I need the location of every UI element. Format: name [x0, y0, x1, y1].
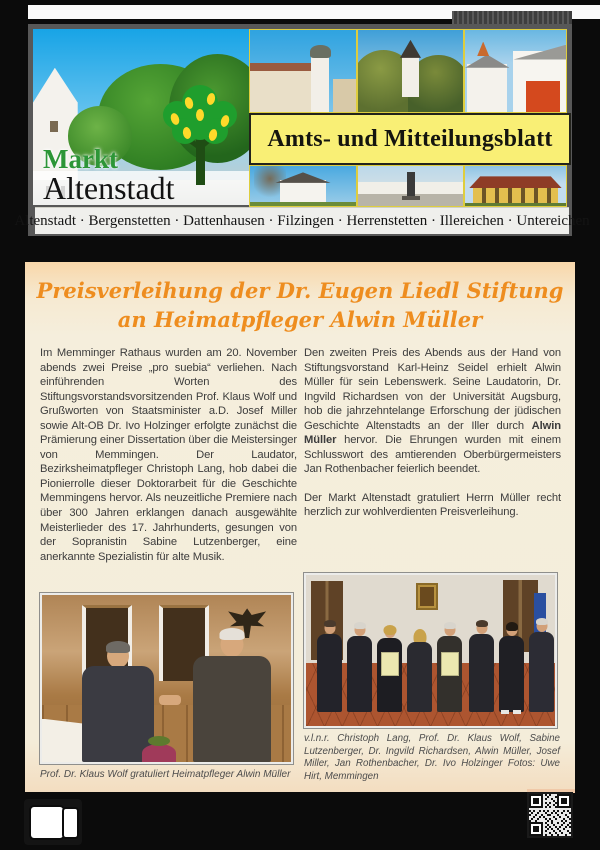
text-segment: hervor. Die Ehrungen wurden mit einem Schlusswort des amtierenden Oberbürgermeisters Jan Rothenbacher feierlich beendet.	[304, 434, 561, 476]
suit-shape	[469, 634, 494, 712]
column-base-shape	[402, 196, 420, 201]
logo-altenstadt: Altenstadt	[43, 170, 175, 205]
hedge-shape	[465, 203, 566, 206]
bold-name: Alwin Müller	[304, 419, 561, 447]
caption-left: Prof. Dr. Klaus Wolf gratuliert Heimatpfleger Alwin Müller	[40, 769, 291, 780]
phone-shape	[62, 807, 79, 839]
handshake-shape	[159, 695, 181, 705]
banner-title: Amts- und Mitteilungsblatt	[267, 126, 553, 152]
shoe-shape	[513, 710, 521, 714]
photo-firehouse	[464, 29, 567, 113]
hair-shape	[506, 622, 518, 631]
qr-code-svg	[529, 794, 571, 836]
article-column-right	[304, 346, 561, 534]
banner-amtsblatt	[249, 113, 571, 165]
person-figure	[316, 622, 343, 712]
dress-shape	[407, 642, 432, 712]
building-shape	[333, 79, 356, 112]
chapel-shape	[280, 180, 327, 203]
certificate-shape	[381, 652, 399, 676]
photo-church-onion-dome	[249, 29, 357, 113]
picture-frame-shape	[416, 583, 438, 610]
paragraph	[304, 346, 561, 477]
flowers-shape	[142, 744, 176, 762]
suit-shape	[193, 656, 271, 762]
suit-shape	[499, 636, 524, 712]
article-title-line2: an Heimatpfleger Alwin Müller	[117, 307, 483, 332]
photo-group	[304, 573, 557, 728]
logo-markt: Markt	[43, 144, 118, 174]
garage-door-shape	[526, 81, 560, 112]
tower-roof-shape	[477, 42, 489, 57]
towns-list: Altenstadt · Bergenstetten · Dattenhausen · Filzingen · Herrenstetten · Illereichen · Untereichen	[14, 212, 590, 229]
person-figure-with-certificate	[436, 624, 463, 712]
column-shape	[407, 172, 414, 197]
hair-shape	[383, 625, 396, 635]
content-panel	[25, 262, 575, 792]
pear-tree-icon	[157, 81, 243, 185]
certificate-shape	[441, 652, 459, 676]
photo-handshake	[40, 593, 293, 764]
photo-white-chapel	[249, 165, 357, 207]
text-segment: Den zweiten Preis des Abends aus der Hand von Stiftungsvorstand Karl-Heinz Seidel erhielt Alwin Müller für sein Lebenswerk. Seine Laudatorin, Dr. Ingvild Richardsen von der Universität Augsburg, hob die jahrzehntelange Erforschung der jüdischen Geschichte Altenstadts an der Iller durch	[304, 347, 561, 432]
masthead	[14, 24, 590, 236]
article-title-line1: Preisverleihung der Dr. Eugen Liedl Stiftung	[36, 278, 564, 303]
hair-shape	[536, 618, 548, 625]
tower-shape	[311, 56, 329, 112]
photo-collage	[14, 29, 590, 231]
suit-shape	[317, 634, 342, 712]
hair-shape	[324, 620, 336, 627]
hair-shape	[476, 620, 488, 627]
suit-shape	[82, 666, 154, 762]
suit-shape	[529, 632, 554, 712]
grass-shape	[250, 202, 356, 206]
towns-bar	[14, 207, 590, 234]
chapel-shape	[467, 64, 507, 112]
device-pages-icon	[24, 799, 82, 845]
facade-shape	[473, 188, 558, 204]
building-shape	[250, 69, 320, 112]
shoe-shape	[501, 710, 509, 714]
person-figure	[346, 624, 373, 712]
spire-shape	[400, 40, 421, 58]
photo-yellow-mansion	[464, 165, 567, 207]
article-column-left	[40, 346, 297, 564]
tablet-shape	[29, 805, 65, 840]
figure-alwin-mueller	[193, 632, 271, 762]
roof-shape	[469, 176, 562, 188]
hair-shape	[220, 628, 245, 640]
hair-shape	[354, 622, 366, 629]
window-shape	[50, 121, 58, 132]
photo-church-in-trees	[357, 29, 464, 113]
figure-klaus-wolf	[82, 644, 154, 762]
tower-shape	[402, 55, 419, 98]
hair-shape	[106, 641, 130, 653]
person-figure	[498, 624, 525, 712]
person-figure	[528, 620, 555, 712]
caption-right: v.l.n.r. Christoph Lang, Prof. Dr. Klaus Wolf, Sabine Lutzenberger, Dr. Ingvild Richardsen, Alwin Müller, Josef Miller, Jan Rothenbacher, Dr. Ivo Holzinger Fotos: Uwe Hirt, Memmingen	[304, 733, 560, 782]
photo-village-street	[33, 29, 249, 205]
paragraph: Im Memminger Rathaus wurden am 20. November abends zwei Preise „pro suebia“ verliehen. Nach einführenden Worten des Stiftungsvorstandsvorsitzenden Prof. Klaus Wolf und Grußworten von Staatsminister a.D. Josef Miller sowie Alt-OB Dr. Ivo Holzinger erfolgte zunächst die Prämierung einer Dissertation über die Meistersinger von Memmingen. Der Laudator, Bezirksheimatpfleger Christoph Lang, hob dabei die Pionierrolle dieser Doktorarbeit für die Geschichte Memmingens hervor. Als neuzeitliche Premiere nach über 300 Jahren erklangen danach ausgewählte Meisterlieder des 17. Jahrhunderts, gesungen von der Sopranistin Sabine Lutzenberger, eine anerkannte Spezialistin für alte Musik.	[40, 347, 297, 563]
qr-code-icon	[527, 792, 573, 838]
photo-square-monument	[357, 165, 464, 207]
hair-shape	[444, 622, 456, 629]
paragraph: Der Markt Altenstadt gratuliert Herrn Müller recht herzlich zur wohlverdienten Preisverleihung.	[304, 491, 561, 519]
roof-shape	[465, 55, 509, 68]
suit-shape	[347, 636, 372, 712]
person-figure-with-certificate	[376, 626, 403, 712]
dome-shape	[310, 45, 330, 58]
person-figure	[468, 622, 495, 712]
roof-shape	[250, 63, 320, 71]
person-figure	[406, 630, 433, 712]
